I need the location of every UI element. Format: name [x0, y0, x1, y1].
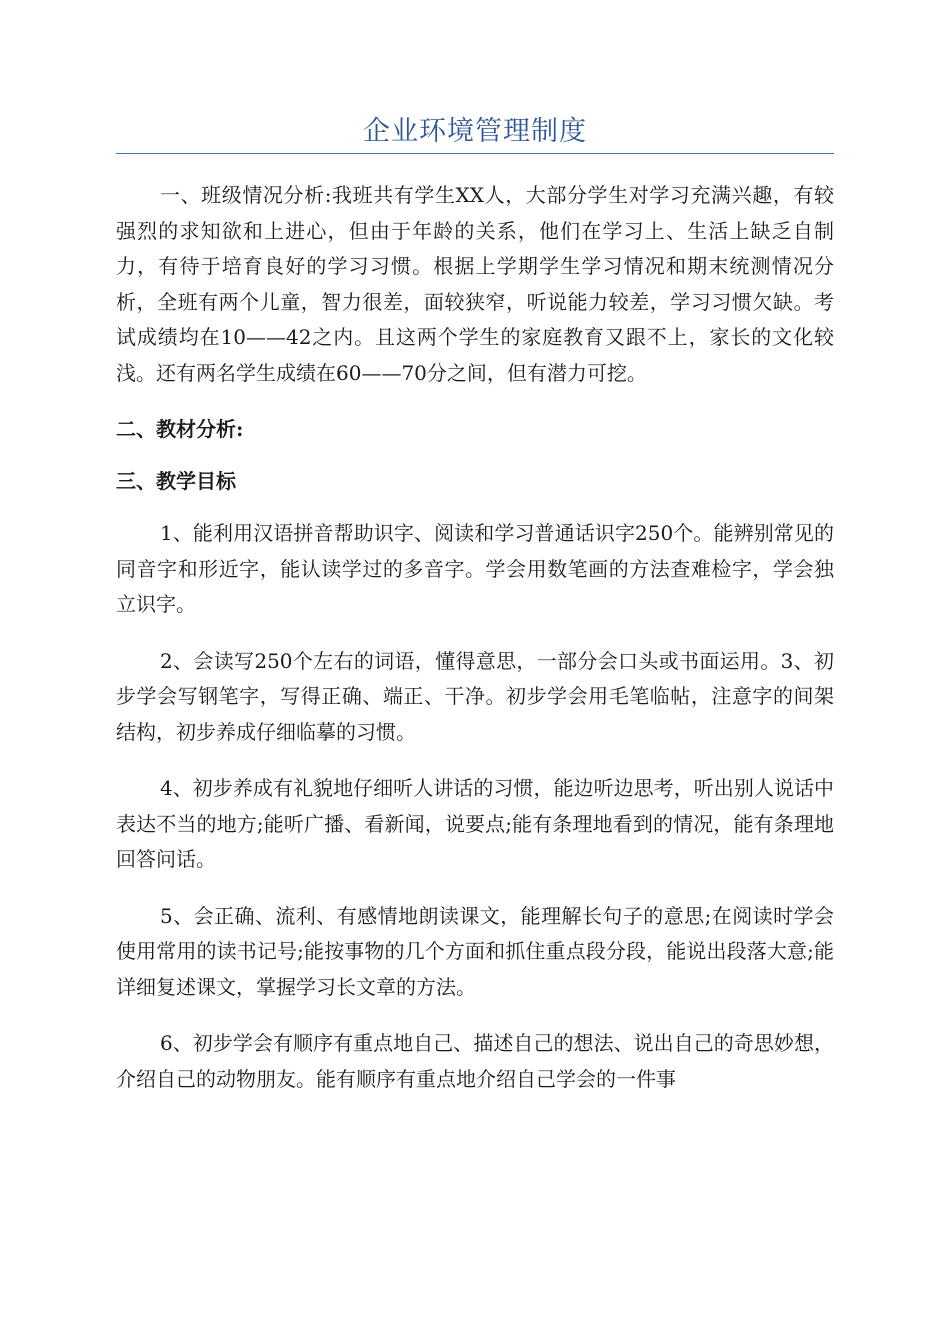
heading-teaching-goals: 三、教学目标 — [116, 469, 236, 493]
document-body — [116, 178, 834, 1118]
document-title: 企业环境管理制度 — [363, 116, 587, 147]
paragraph-goal-4: 4、初步养成有礼貌地仔细听人讲话的习惯，能边听边思考，听出别人说话中表达不当的地方;能听广播、看新闻，说要点;能有条理地看到的情况，能有条理地回答问话。 — [116, 776, 834, 871]
title-underline — [116, 153, 834, 154]
paragraph-goal-1: 1、能利用汉语拼音帮助识字、阅读和学习普通话识字250个。能辨别常见的同音字和形近字，能认读学过的多音字。学会用数笔画的方法查难检字，学会独立识字。 — [116, 521, 834, 616]
paragraph-class-analysis: 一、班级情况分析:我班共有学生XX人，大部分学生对学习充满兴趣，有较强烈的求知欲和上进心，但由于年龄的关系，他们在学习上、生活上缺乏自制力，有待于培育良好的学习习惯。根据上学期学生学习情况和期末统测情况分析，全班有两个儿童，智力很差，面较狭窄，听说能力较差，学习习惯欠缺。考试成绩均在10——42之内。且这两个学生的家庭教育又跟不上，家长的文化较浅。还有两名学生成绩在60——70分之间，但有潜力可挖。 — [116, 183, 834, 385]
paragraph-goal-5: 5、会正确、流利、有感情地朗读课文，能理解长句子的意思;在阅读时学会使用常用的读书记号;能按事物的几个方面和抓住重点段分段，能说出段落大意;能详细复述课文，掌握学习长文章的方法。 — [116, 903, 834, 999]
paragraph-goal-6: 6、初步学会有顺序有重点地自己、描述自己的想法、说出自己的奇思妙想，介绍自己的动物朋友。能有顺序有重点地介绍自己学会的一件事 — [116, 1031, 834, 1091]
paragraph-goal-2-3: 2、会读写250个左右的词语，懂得意思，一部分会口头或书面运用。3、初步学会写钢笔字，写得正确、端正、干净。初步学会用毛笔临帖，注意字的间架结构，初步养成仔细临摹的习惯。 — [116, 648, 834, 744]
heading-textbook-analysis: 二、教材分析: — [116, 417, 244, 441]
